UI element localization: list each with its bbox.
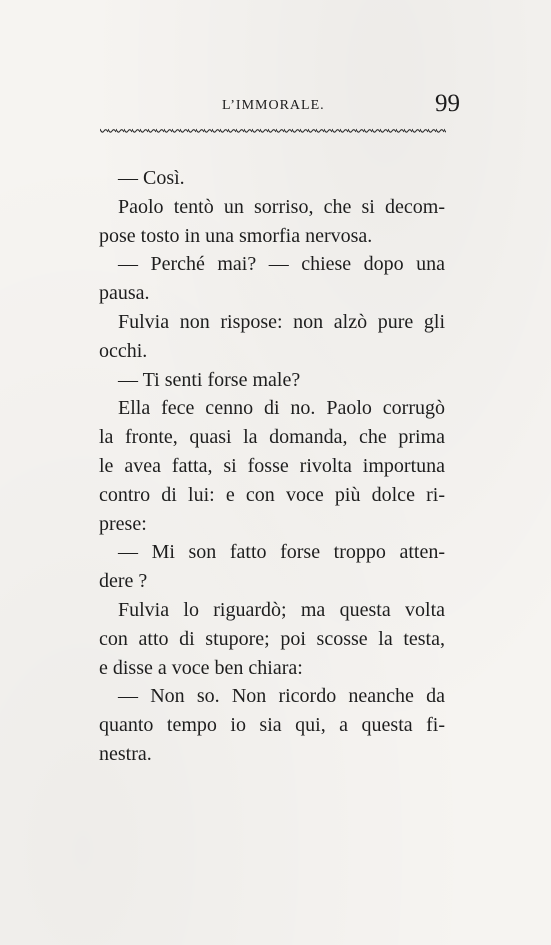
text-line: — Perché mai? — chiese dopo una bbox=[118, 253, 445, 276]
running-head bbox=[100, 92, 460, 122]
text-line: — Ti senti forse male? bbox=[118, 368, 301, 391]
text-line: quanto tempo io sia qui, a questa fi- bbox=[99, 714, 445, 737]
running-title: L’IMMORALE. bbox=[222, 98, 325, 113]
text-line: le avea fatta, si fosse rivolta importuna bbox=[99, 454, 445, 477]
text-line: pose tosto in una smorfia nervosa. bbox=[99, 224, 373, 247]
text-line: — Così. bbox=[118, 167, 185, 189]
page-number: 99 bbox=[435, 90, 460, 117]
text-line: con atto di stupore; poi scosse la testa, bbox=[99, 627, 445, 650]
text-line: Paolo tentò un sorriso, che si decom- bbox=[118, 195, 445, 218]
text-line: contro di lui: e con voce più dolce ri- bbox=[99, 483, 445, 506]
text-line: pausa. bbox=[99, 282, 150, 305]
text-line: Fulvia lo riguardò; ma questa volta bbox=[118, 598, 445, 621]
text-line: occhi. bbox=[99, 339, 148, 362]
text-line: — Mi son fatto forse troppo atten- bbox=[118, 541, 445, 564]
text-line: prese: bbox=[99, 512, 147, 535]
text-line: dere ? bbox=[99, 570, 148, 593]
text-line: Ella fece cenno di no. Paolo corrugò bbox=[118, 397, 445, 420]
text-line: e disse a voce ben chiara: bbox=[99, 656, 303, 679]
text-line: la fronte, quasi la domanda, che prima bbox=[99, 426, 445, 449]
text-line: Fulvia non rispose: non alzò pure gli bbox=[118, 310, 445, 333]
text-line: nestra. bbox=[99, 742, 152, 765]
body-text bbox=[99, 164, 445, 769]
ornament-rule bbox=[100, 127, 446, 135]
text-line: — Non so. Non ricordo neanche da bbox=[118, 685, 445, 708]
